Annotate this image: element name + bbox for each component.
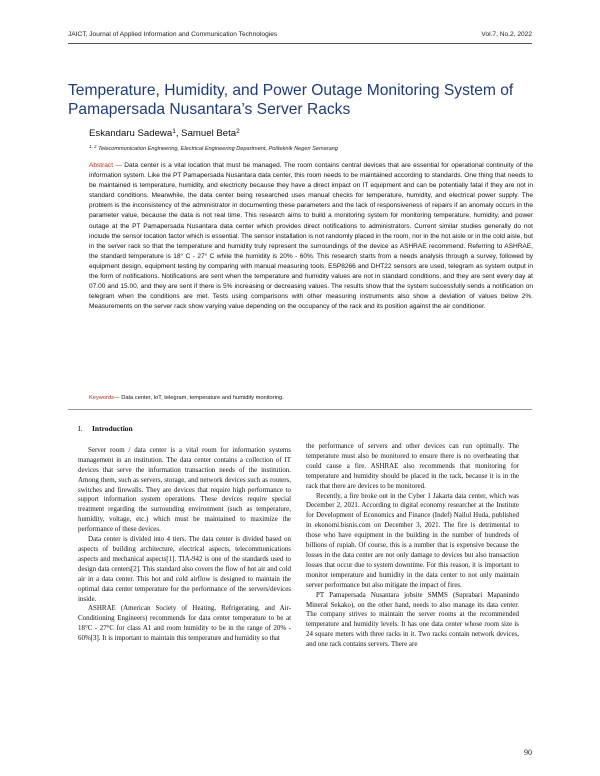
author-separator: , [175,128,182,139]
header-divider [68,43,532,44]
section-divider [68,409,532,410]
section-heading [78,424,291,434]
abstract-text: Data center is a vital location that must be managed. The room contains central devices that are essential for operational continuity of the information system. Like the PT Pamapersada Nusantara data center, this room needs to be maintained according to standards. One thing that needs to be maintained is temperature, humidity, and electricity because they have a direct impact on IT equipment and can be potentially fatal if they are not in standard conditions. Meanwhile, the data center being researched uses manual checks for temperature, humidity, and electrical power supply. The problem is the inconsistency of the administrator in documenting these parameters and the lack of responsiveness of repairs if an anomaly occurs in the parameter value, because the data is not real time. This research aims to build a monitoring system for monitoring temperature, humidity, and power outage at the PT Pamapersada Nusantara data center which provides direct notifications to administrators. Current similar studies generally do not include the sensor location factor which is essential. The sensor installation is not randomly placed in the room, nor in the hot aisle or in the cold aisle, but in the server rack so that the temperature and humidity truly represent the surroundings of the device as ASHRAE recommend. Referring to ASHRAE, the standard temperature is 18° C - 27° C while the humidity is 20% - 60%. This research starts from a needs analysis through a survey, followed by equipment design, equipment testing by comparing with manual measuring tools. ESP8266 and DHT22 sensors are used, telegram as system output in the form of notifications. Notifications are sent when the temperature and humidity values are not in standard conditions, and they are sent every day at 07.00 and 15.00, and they are sent if there is 5% increasing or decreasing values. The results show that the system successfully sends a notification on telegram when the conditions are met. Tests using comparisons with other measuring instruments also show a deviation of values below 2%. Measurements on the server rack show varying value depending on the occupancy of the rack and its position against the air conditioner. [89,162,533,311]
affiliation-mark: 1, 2 [89,144,97,149]
author-affiliation-mark: 2 [236,128,240,135]
paragraph: PT Pamapersada Nusantara jobsite SMMS (Suprabari Mapanindo Mineral Sekako), on the other hand, needs to also manage its data center. The company strives to maintain the server rooms at the recommended temperature and humidity levels. It has one data center whose room size is 24 square meters with three racks in it. Two racks contain network devices, and one rack contains servers. There are [306,590,519,649]
author-list [89,128,240,139]
paragraph: Recently, a fire broke out in the Cyber 1 Jakarta data center, which was December 2, 2021. According to digital economy researcher at the Institute for Development of Economics and Finance (Indef) Nailul Huda, published in ekonomi.bisnis.com on December 3, 2021. The fire is detrimental to those who have equipment in the building in the number of hundreds of billions of rupiah. Of course, this is a number that is expensive because the losses in the data center are not only damage to devices but also transaction losses that occur due to system downtime. For this reason, it is important to monitor temperature and humidity in the data center to not only maintain server performance but also mitigate the impact of fires. [306,491,519,589]
right-column [306,442,519,650]
keywords-label: Keywords— [89,395,120,401]
abstract [89,161,533,312]
affiliation [89,144,338,152]
paragraph: Data center is divided into 4 tiers. The data center is divided based on aspects of building architecture, electrical aspects, telecommunications aspects and mechanical aspects[1]. TIA-942 is one of the standards used to design data centers[2]. This standard also covers the flow of hot air and cold air in a data center. This hot and cold airflow is designed to maintain the optimal data center temperature for the performance of the servers/devices inside. [78,535,291,603]
section-title: Introduction [92,424,133,433]
abstract-label: Abstract — [89,162,122,169]
affiliation-text: Telecommunication Engineering, Electrical Engineering Department, Politeknik Negeri Semarang [98,146,338,152]
keywords [89,395,284,401]
author-affiliation-mark: 1 [172,128,176,135]
paragraph: ASHRAE (American Society of Heating, Refrigerating, and Air-Conditioning Engineers) recommends for data center temperature to be at 18°C - 27°C for class A1 and room humidity to be in the range of 20% - 60%[3]. It is important to maintain this temperature and humidity so that [78,604,291,643]
paper-title: Temperature, Humidity, and Power Outage Monitoring System of Pamapersada Nusantara’s Server Racks [68,82,514,118]
section-number: I. [78,424,83,433]
author-name: Samuel Beta [181,128,237,139]
author-name: Eskandaru Sadewa [89,128,173,139]
volume-info: Vol.7, No.2, 2022 [481,31,532,38]
journal-name: JAICT, Journal of Applied Information and Communication Technologies [68,31,278,38]
paragraph: Server room / data center is a vital room for information systems management in an institution. The data center contains a collection of IT devices that serve the information transaction needs of the institution. Among them, such as servers, storage, and network devices such as routers, switches and firewalls. They are devices that require high performance to support information system operations. These devices require special treatment regarding the surrounding environment (such as temperature, humidity, voltage, etc.) which must be maintained to maximize the performance of these devices. [78,445,291,534]
page-number: 90 [524,748,532,757]
keywords-text: Data center, IoT, telegram, temperature and humidity monitoring. [121,395,284,401]
paragraph: the performance of servers and other devices can run optimally. The temperature must also be monitored to ensure there is no overheating that could cause a fire. ASHRAE also recommends that monitoring for temperature and humidity should be placed in the rack, because it is in the rack that there are devices to be monitored. [306,442,519,490]
left-column [78,424,291,644]
